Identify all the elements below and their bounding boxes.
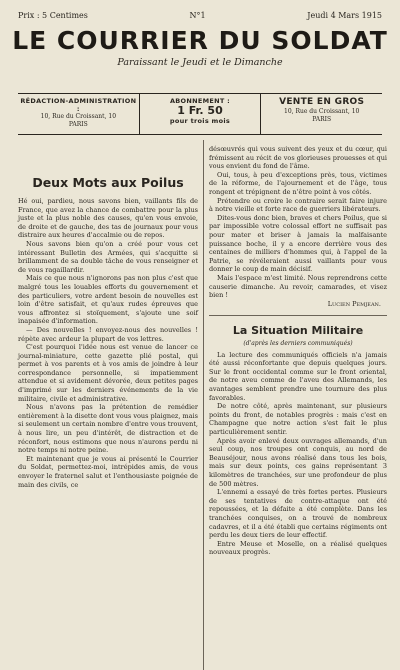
article-paragraph: De notre côté, après maintenant, sur plusieurs points du front, de notables progrès : mais c'est en Champagne que notre action s'est fait le plus particulièrement sentir.	[209, 402, 387, 437]
masthead	[0, 25, 400, 73]
newspaper-subtitle: Paraissant le Jeudi et le Dimanche	[117, 57, 283, 68]
article-paragraph: désœuvrés qui vous suivent des yeux et du cœur, qui frémissent au récit de vos glorieuses prouesses et qui vous envient du fond de l'âme.	[209, 145, 387, 171]
article-paragraph: Nous savons bien qu'on a créé pour vous cet intéressant Bulletin des Armées, qui s'acquitte si brillamment de sa double tâche de vous renseigner et de vous ragaillardir.	[18, 239, 198, 274]
admin-heading: RÉDACTION-ADMINISTRATION :	[20, 97, 137, 113]
admin-box	[18, 94, 139, 134]
article-paragraph: Mais l'espace m'est limité. Nous reprendrons cette causerie dimanche. Au revoir, camarades, et visez bien !	[209, 273, 387, 300]
issue-date: Jeudi 4 Mars 1915	[307, 10, 382, 20]
article-paragraph: Mais ce que nous n'ignorons pas non plus c'est que malgré tous les louables efforts du gouvernement et des particuliers, votre ardent besoin de nouvelles est loin d'être satisfait, et qu'aux rudes épreuves que vous affrontez si stoïquement, s'ajoute une soif inapaisée d'information.	[18, 274, 198, 326]
header-line	[18, 8, 382, 22]
article-paragraph: Prétendre ou croire le contraire serait faire injure à notre vieille et forte race de guerriers libérateurs.	[209, 196, 387, 214]
wholesale-heading: VENTE EN GROS	[279, 97, 365, 107]
subscription-heading: ABONNEMENT :	[169, 97, 231, 105]
admin-address: 10, Rue du Croissant, 10	[40, 113, 117, 120]
subscription-box	[139, 94, 262, 134]
column-divider	[203, 140, 204, 670]
info-bar	[18, 93, 382, 135]
author-signature: Lucien Pemjean.	[327, 299, 381, 308]
article-paragraph: Et maintenant que je vous ai présenté le Courrier du Soldat, permettez-moi, intrépides amis, de vous envoyer le fraternel salut et l'enthousiaste poignée de main des civils, ce	[18, 454, 198, 489]
wholesale-city: PARIS	[312, 116, 332, 123]
article-paragraph: L'ennemi a essayé de très fortes pertes. Plusieurs de ses tentatives de contre-attaque ont été repoussées, et la défaite a été complète. Dans les tranchées conquises, on a trouvé de nombreux cadavres, et il a été établi que certains régiments ont perdu les deux tiers de leur effectif.	[209, 488, 387, 540]
article-paragraph: Entre Meuse et Moselle, on a réalisé quelques nouveaux progrès.	[209, 539, 387, 557]
article-paragraph: Hé oui, pardieu, nous savons bien, vaillants fils de France, que avez la chance de combattre pour la plus juste et la plus noble des causes, qu'en vous envoie, de droite et de gauche, des tas de journaux pour vous distraire aux heures d'accalmie ou de repos.	[18, 197, 198, 240]
subscription-price: 1 Fr. 50	[177, 104, 223, 117]
article-paragraph: Après avoir enlevé deux ouvrages allemands, d'un seul coup, nos troupes ont conquis, au nord de Beauséjour, nous avons réalisé dans tous les bois, mais sur deux points, ces gains représentant 3 kilomètres de tranchées, sur une profondeur de plus de 500 mètres.	[209, 436, 387, 488]
wholesale-box	[261, 94, 382, 134]
article-paragraph: C'est pourquoi l'idée nous est venue de lancer ce journal-miniature, cette gazette plié postal, qui permet à vos parents et à vos amis de joindre à leur correspondance personnelle, si impatiemment attendue et si avidement dévorée, deux petites pages d'imprimé sur les derniers événements de la vie militaire, civile et administrative.	[18, 343, 198, 403]
article-paragraph: La lecture des communiqués officiels n'a jamais été aussi réconfortante que depuis quelques jours. Sur le front occidental comme sur le front oriental, de notre aveu comme de l'aveu des Allemands, les avantages semblent prendre une tournure des plus favorables.	[209, 350, 387, 402]
military-situation-title: La Situation Militaire	[232, 323, 364, 337]
article-paragraph: Oui, tous, à peu d'exceptions près, tous, victimes de la réforme, de l'ajournement et de l'âge, tous rongent et trépignent de n'être point à vos côtés.	[209, 170, 387, 196]
subscription-term: pour trois mois	[169, 117, 231, 125]
article-paragraph: — Des nouvelles ! envoyez-nous des nouvelles ! répète avec ardeur la plupart de vos lettres.	[18, 325, 198, 343]
article-paragraph: Dites-vous donc bien, braves et chers Poilus, que si par impossible votre colossal effort ne suffisait pas pour mater et briser à jamais la malfaisante puissance boche, il y a encore derrière vous des centaines de milliers d'hommes qui, à l'appel de la Patrie, se révéleraient aussi vaillants pour vous donner le coup de main décisif.	[209, 213, 387, 274]
issue-number: N°1	[189, 10, 206, 20]
section-divider	[209, 315, 387, 316]
article-title: Deux Mots aux Poilus	[32, 175, 184, 190]
article-paragraph: Nous n'avons pas la prétention de remédier entièrement à la disette dont vous vous plaignez, mais si seulement un certain nombre d'entre vous trouvent, à nous lire, un peu d'intérêt, de distraction et de réconfort, nous estimons que nous n'aurons perdu ni notre temps ni notre peine.	[18, 403, 198, 455]
wholesale-address: 10, Rue du Croissant, 10	[284, 108, 360, 115]
left-column	[18, 145, 198, 670]
right-column	[209, 145, 387, 670]
price-label: Prix : 5 Centimes	[18, 10, 88, 20]
military-situation-subtitle: (d'après les derniers communiqués)	[243, 339, 353, 347]
newspaper-title: LE COURRIER DU SOLDAT	[12, 26, 388, 55]
admin-city: PARIS	[68, 121, 88, 128]
